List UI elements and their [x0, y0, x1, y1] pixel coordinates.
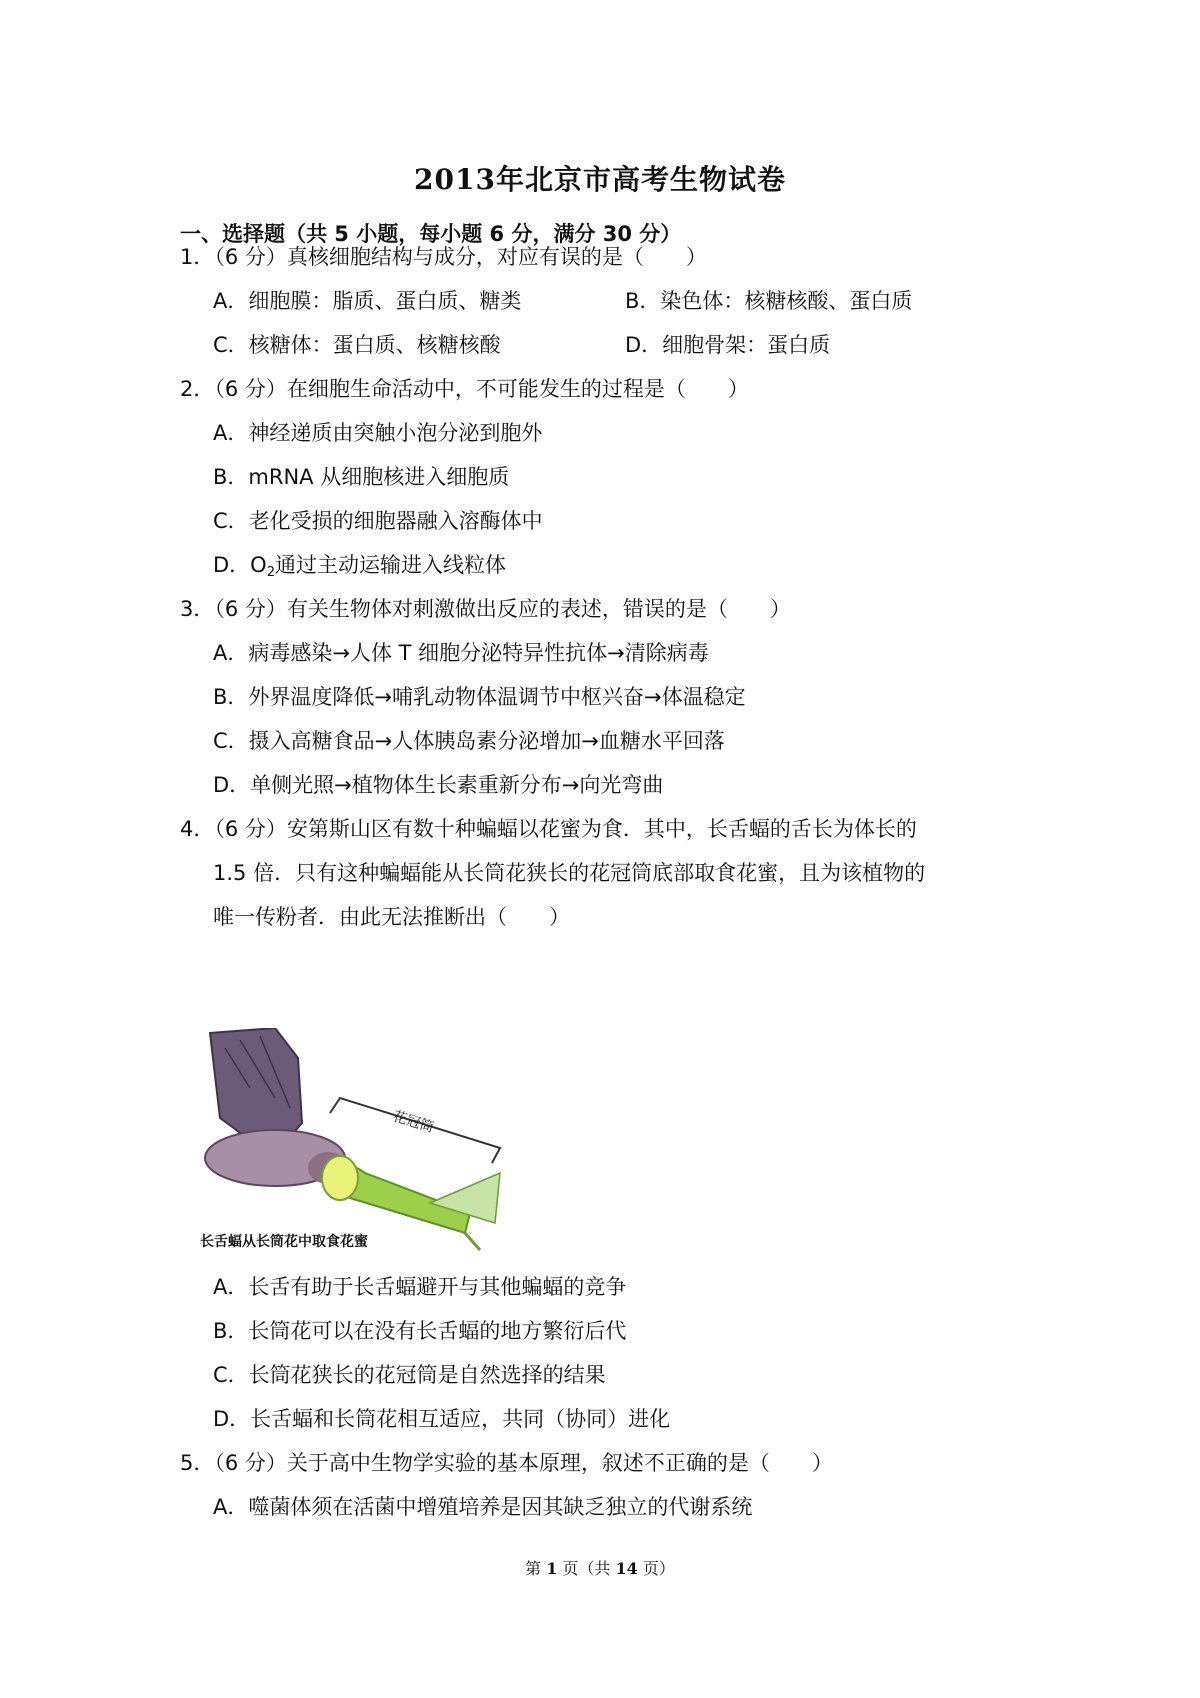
question-1-stem: 1．（6 分）真核细胞结构与成分，对应有误的是（ ） [180, 245, 707, 269]
question-4-stem-line-3: 唯一传粉者．由此无法推断出（ ） [213, 905, 570, 929]
question-4-option-a: A．长舌有助于长舌蝠避开与其他蝙蝠的竞争 [213, 1275, 627, 1299]
question-4-option-b: B．长筒花可以在没有长舌蝠的地方繁衍后代 [213, 1319, 627, 1343]
figure-caption: 长舌蝠从长筒花中取食花蜜 [200, 1234, 368, 1250]
question-2-stem: 2．（6 分）在细胞生命活动中，不可能发生的过程是（ ） [180, 377, 749, 401]
section-heading: 一、选择题（共 5 小题，每小题 6 分，满分 30 分） [180, 222, 682, 246]
bat-illustration [180, 1028, 508, 1256]
page-total: 14 [615, 1559, 638, 1578]
question-1-option-d: D．细胞骨架：蛋白质 [625, 333, 831, 357]
question-2-option-d: D．$O_2$通过主动运输进入线粒体 [213, 553, 506, 580]
question-5-option-a: A．噬菌体须在活菌中增殖培养是因其缺乏独立的代谢系统 [213, 1495, 753, 1519]
question-2-option-c: C．老化受损的细胞器融入溶酶体中 [213, 509, 543, 533]
subscript: 2 [266, 565, 275, 580]
tube-label: 花冠筒 [390, 1108, 436, 1137]
page-title: 2013年北京市高考生物试卷 [414, 163, 786, 196]
page-footer: 第 1 页（共 14 页） [525, 1559, 675, 1578]
question-2-option-a: A．神经递质由突触小泡分泌到胞外 [213, 421, 543, 445]
page-number: 1 [546, 1559, 558, 1578]
question-3-stem: 3．（6 分）有关生物体对刺激做出反应的表述，错误的是（ ） [180, 597, 791, 621]
question-2-option-b: B．mRNA 从细胞核进入细胞质 [213, 465, 510, 489]
question-1-option-c: C．核糖体：蛋白质、核糖核酸 [213, 333, 501, 357]
question-4-option-d: D．长舌蝠和长筒花相互适应，共同（协同）进化 [213, 1407, 671, 1431]
question-3-option-c: C．摄入高糖食品→人体胰岛素分泌增加→血糖水平回落 [213, 729, 725, 753]
question-4-option-c: C．长筒花狭长的花冠筒是自然选择的结果 [213, 1363, 606, 1387]
question-5-stem: 5．（6 分）关于高中生物学实验的基本原理，叙述不正确的是（ ） [180, 1451, 833, 1475]
bat-flower-figure [180, 1028, 508, 1256]
question-3-option-b: B．外界温度降低→哺乳动物体温调节中枢兴奋→体温稳定 [213, 685, 746, 709]
question-3-option-a: A．病毒感染→人体 T 细胞分泌特异性抗体→清除病毒 [213, 641, 709, 665]
question-4-stem-line-1: 4．（6 分）安第斯山区有数十种蝙蝠以花蜜为食．其中，长舌蝠的舌长为体长的 [180, 817, 917, 841]
question-1-option-a: A．细胞膜：脂质、蛋白质、糖类 [213, 289, 522, 313]
question-1-option-b: B．染色体：核糖核酸、蛋白质 [625, 289, 913, 313]
question-4-stem-line-2: 1.5 倍．只有这种蝙蝠能从长筒花狭长的花冠筒底部取食花蜜，且为该植物的 [213, 861, 926, 885]
question-3-option-d: D．单侧光照→植物体生长素重新分布→向光弯曲 [213, 773, 664, 797]
